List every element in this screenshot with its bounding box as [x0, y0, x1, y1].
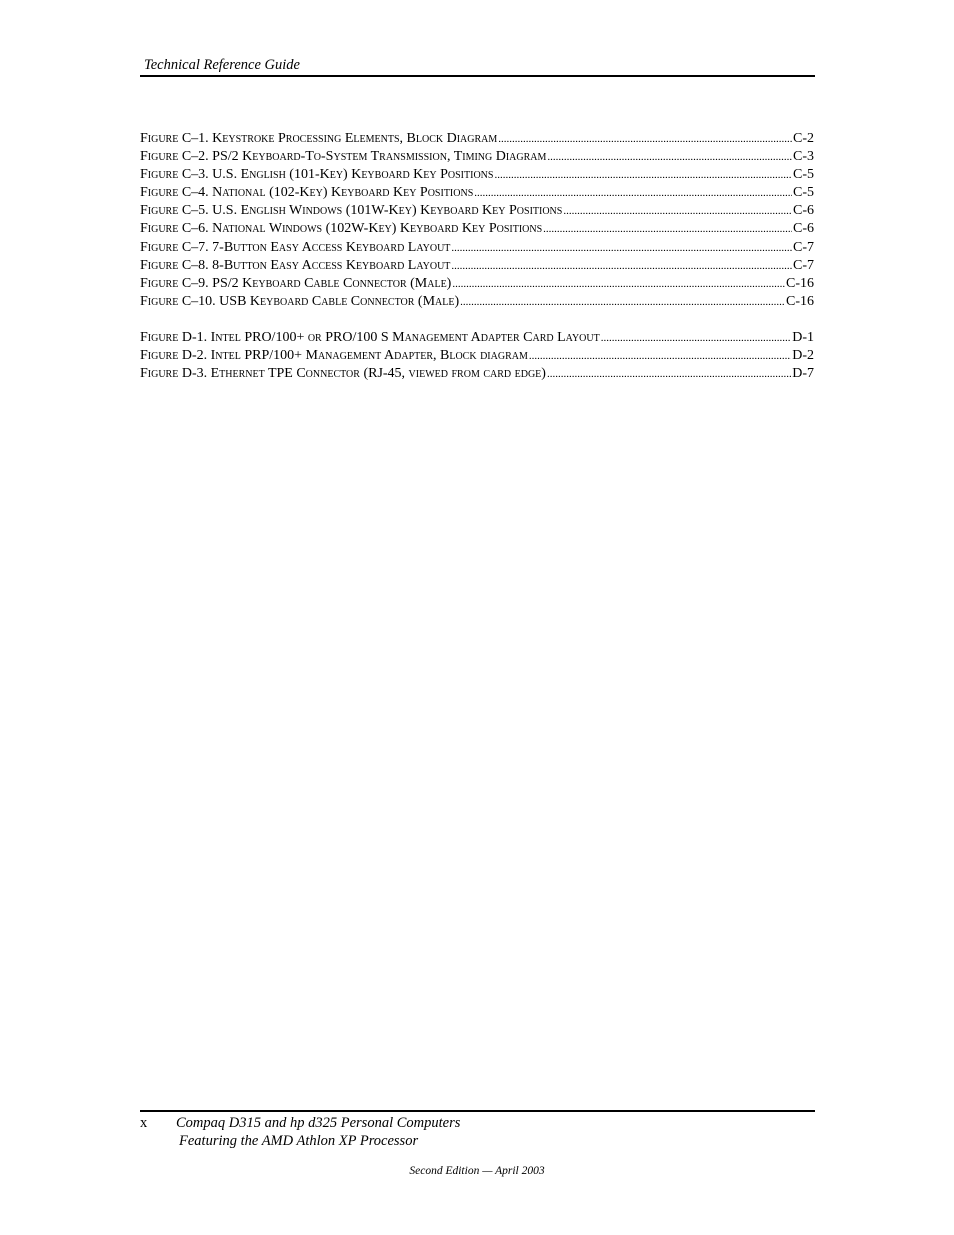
- toc-entry-label: Figure C–5. U.S. English Windows (101W-Key) Keyboard Key Positions: [140, 203, 563, 219]
- toc-entry-page: D-1: [792, 329, 814, 345]
- running-header-title: Technical Reference Guide: [144, 57, 300, 73]
- toc-entry-page: C-6: [793, 221, 814, 237]
- toc-entry-page: C-7: [793, 239, 814, 255]
- toc-entry[interactable]: [140, 221, 814, 239]
- toc-entry-page: C-2: [793, 131, 814, 146]
- toc-entry[interactable]: [140, 366, 814, 384]
- toc-group-spacer: [140, 312, 814, 330]
- toc-entry[interactable]: [140, 167, 814, 185]
- toc-entry-label: Figure C–3. U.S. English (101-Key) Keyboard Key Positions: [140, 167, 494, 183]
- toc-entry-label: Figure D-2. Intel PRP/100+ Management Adapter, Block diagram: [140, 348, 528, 364]
- toc-entry-page: C-7: [793, 257, 814, 273]
- toc-leader-dots: [460, 296, 785, 308]
- toc-entry[interactable]: [140, 258, 814, 276]
- toc-leader-dots: [601, 332, 791, 344]
- toc-entry-page: C-5: [793, 185, 814, 201]
- header-rule: [140, 75, 815, 77]
- footer-rule: [140, 1110, 815, 1112]
- toc-entry-page: D-2: [792, 348, 814, 364]
- toc-entry-page: C-16: [786, 293, 814, 309]
- toc-leader-dots: [498, 133, 792, 145]
- toc-entry-label: Figure C–9. PS/2 Keyboard Cable Connector (Male): [140, 275, 452, 291]
- toc-leader-dots: [452, 278, 785, 290]
- edition-note: Second Edition — April 2003: [409, 1165, 545, 1177]
- toc-entry-label: Figure C–1. Keystroke Processing Elements, Block Diagram: [140, 131, 498, 146]
- toc-leader-dots: [474, 187, 792, 199]
- toc-entry[interactable]: [140, 185, 814, 203]
- toc-leader-dots: [494, 169, 792, 181]
- toc-entry[interactable]: [140, 149, 814, 167]
- toc-entry-label: Figure D-3. Ethernet TPE Connector (RJ-45, viewed from card edge): [140, 366, 546, 382]
- toc-entry-page: C-3: [793, 149, 814, 165]
- toc-entry-label: Figure C–2. PS/2 Keyboard-To-System Transmission, Timing Diagram: [140, 149, 547, 165]
- toc-entry[interactable]: [140, 330, 814, 348]
- toc-entry-page: D-7: [792, 366, 814, 382]
- toc-entry-page: C-5: [793, 167, 814, 183]
- list-of-figures: [140, 131, 814, 384]
- toc-leader-dots: [543, 223, 792, 235]
- toc-leader-dots: [547, 151, 792, 163]
- toc-leader-dots: [529, 350, 791, 362]
- toc-leader-dots: [547, 368, 791, 380]
- toc-entry[interactable]: [140, 276, 814, 294]
- toc-entry-label: Figure C–10. USB Keyboard Cable Connector (Male): [140, 293, 460, 309]
- toc-entry-label: Figure C–4. National (102-Key) Keyboard Key Positions: [140, 185, 474, 201]
- page-number: x: [140, 1115, 148, 1131]
- toc-leader-dots: [563, 205, 792, 217]
- toc-leader-dots: [451, 260, 792, 272]
- toc-entry-page: C-16: [786, 275, 814, 291]
- toc-leader-dots: [451, 242, 792, 254]
- toc-entry[interactable]: [140, 203, 814, 221]
- toc-entry[interactable]: [140, 348, 814, 366]
- toc-entry-label: Figure C–7. 7-Button Easy Access Keyboard Layout: [140, 239, 451, 255]
- toc-entry[interactable]: [140, 240, 814, 258]
- toc-entry-label: Figure D-1. Intel PRO/100+ or PRO/100 S Management Adapter Card Layout: [140, 329, 600, 345]
- toc-entry-page: C-6: [793, 203, 814, 219]
- footer-subtitle: Featuring the AMD Athlon XP Processor: [179, 1133, 419, 1149]
- toc-entry-label: Figure C–6. National Windows (102W-Key) Keyboard Key Positions: [140, 221, 543, 237]
- toc-entry[interactable]: [140, 294, 814, 312]
- toc-entry[interactable]: [140, 131, 814, 149]
- footer-title: Compaq D315 and hp d325 Personal Computers: [176, 1115, 461, 1131]
- toc-entry-label: Figure C–8. 8-Button Easy Access Keyboard Layout: [140, 257, 451, 273]
